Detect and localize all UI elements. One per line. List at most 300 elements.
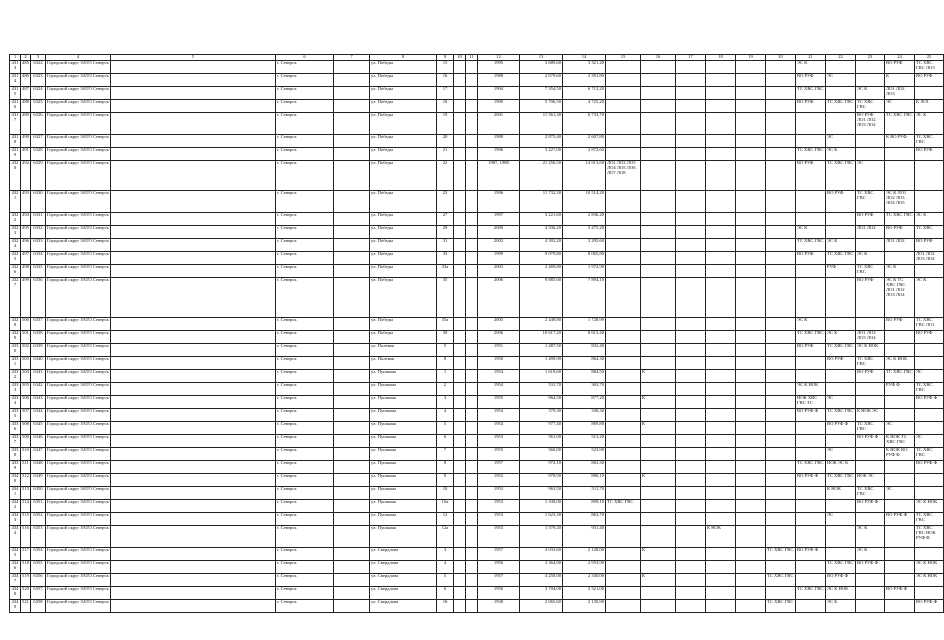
table-cell: ул. Победы	[370, 191, 437, 213]
table-cell	[736, 409, 766, 422]
table-cell: ТС ХВС ГВС	[885, 370, 915, 383]
table-cell: К	[641, 370, 676, 383]
table-cell	[676, 331, 706, 344]
table-cell: 330,30	[563, 409, 606, 422]
table-cell: г. Северск	[276, 600, 334, 613]
table-cell	[915, 344, 944, 357]
table-cell	[334, 448, 370, 461]
table-cell	[796, 435, 826, 448]
table-cell: г. Северск	[276, 448, 334, 461]
table-cell: 23	[437, 191, 454, 213]
table-cell	[641, 500, 676, 513]
table-cell: 884,50	[563, 370, 606, 383]
table-cell: ул. Победы	[370, 87, 437, 100]
table-cell: 4327	[10, 278, 21, 318]
table-cell: ВО РУФ Ф	[796, 409, 826, 422]
table-cell: 1953	[478, 435, 520, 448]
table-cell: 4336	[10, 422, 21, 435]
table-row	[10, 61, 944, 74]
table-cell	[736, 161, 766, 191]
table-cell: 5	[437, 344, 454, 357]
table-cell: 1956	[478, 587, 520, 600]
table-cell	[915, 191, 944, 213]
table-cell: 6358	[31, 600, 46, 613]
table-cell: 12	[437, 513, 454, 526]
table-cell: 22	[437, 161, 454, 191]
table-cell: 3 475,20	[563, 226, 606, 239]
table-cell: ЭС К	[915, 278, 944, 318]
table-cell: 509	[21, 435, 31, 448]
table-cell: 4316	[10, 100, 21, 113]
table-cell	[111, 74, 276, 87]
table-cell	[454, 265, 466, 278]
table-cell: ул. Пушкина	[370, 474, 437, 487]
table-cell	[111, 226, 276, 239]
table-cell	[796, 357, 826, 370]
table-cell: ТС ХВС ГВС	[796, 331, 826, 344]
table-cell: 16	[437, 74, 454, 87]
table-cell: г. Северск	[276, 396, 334, 409]
table-cell	[111, 448, 276, 461]
table-cell: 1956	[478, 561, 520, 574]
table-cell	[111, 100, 276, 113]
table-cell: 2	[437, 383, 454, 396]
table-cell	[111, 318, 276, 331]
table-cell: ул. Свердлова	[370, 548, 437, 561]
table-cell	[466, 561, 478, 574]
table-cell: ул. Победы	[370, 239, 437, 252]
table-cell: 1 499,90	[520, 357, 563, 370]
table-cell	[641, 100, 676, 113]
table-cell	[706, 357, 736, 370]
table-cell: 1997	[478, 213, 520, 226]
table-cell: г. Северск	[276, 100, 334, 113]
table-cell	[466, 148, 478, 161]
table-cell: Городской округ ЗАТО Северск	[46, 409, 111, 422]
table-cell: 6330	[31, 191, 46, 213]
table-cell: 4333	[10, 383, 21, 396]
table-cell	[111, 135, 276, 148]
table-cell: 497	[21, 252, 31, 265]
table-row	[10, 435, 944, 448]
table-cell: ЭС К ЛО1 ЛО2 ЛО3 ЛО4 ЛО5	[885, 191, 915, 213]
table-cell: ЭС	[915, 435, 944, 448]
table-cell: 489	[21, 113, 31, 135]
table-cell: 6327	[31, 135, 46, 148]
table-cell: К	[641, 474, 676, 487]
table-cell: ТС ХВС ГВС	[856, 100, 885, 113]
table-row	[10, 278, 944, 318]
table-cell: 21	[437, 148, 454, 161]
table-cell: 1954	[478, 422, 520, 435]
table-cell	[706, 331, 736, 344]
table-cell: г. Северск	[276, 331, 334, 344]
table-cell	[766, 331, 796, 344]
table-cell	[606, 357, 641, 370]
table-cell: ЭС К НОК	[885, 357, 915, 370]
table-cell	[766, 239, 796, 252]
table-cell: 507	[21, 409, 31, 422]
table-cell	[454, 409, 466, 422]
table-cell	[706, 239, 736, 252]
table-cell	[766, 61, 796, 74]
table-cell	[766, 513, 796, 526]
table-cell: 6342	[31, 383, 46, 396]
table-cell: К НОК ЭС	[856, 409, 885, 422]
table-cell	[915, 474, 944, 487]
table-cell	[676, 409, 706, 422]
table-cell	[915, 587, 944, 600]
table-cell: 518	[21, 561, 31, 574]
table-cell	[736, 561, 766, 574]
table-cell: 496	[21, 239, 31, 252]
table-row	[10, 213, 944, 226]
table-cell	[676, 435, 706, 448]
table-cell	[111, 191, 276, 213]
table-cell	[706, 344, 736, 357]
table-cell: ул. Пушкина	[370, 500, 437, 513]
table-cell	[334, 396, 370, 409]
table-cell: ВО РУФ Ф	[826, 574, 856, 587]
table-cell: г. Северск	[276, 474, 334, 487]
table-cell: К	[885, 74, 915, 87]
table-cell	[111, 265, 276, 278]
table-cell: 2 872,60	[563, 148, 606, 161]
table-cell	[111, 513, 276, 526]
table-cell: г. Северск	[276, 191, 334, 213]
table-cell	[706, 318, 736, 331]
table-cell: 1 619,60	[520, 370, 563, 383]
column-header: 23	[856, 55, 885, 61]
table-cell	[641, 487, 676, 500]
table-cell	[736, 474, 766, 487]
table-cell: г. Северск	[276, 161, 334, 191]
table-cell: 4328	[10, 318, 21, 331]
table-cell	[334, 357, 370, 370]
table-cell	[676, 148, 706, 161]
table-cell: Городской округ ЗАТО Северск	[46, 600, 111, 613]
table-cell: 4340	[10, 474, 21, 487]
table-cell: 8 065,80	[563, 252, 606, 265]
table-cell: РУФ Ф	[885, 383, 915, 396]
table-cell: 2 130,90	[563, 600, 606, 613]
table-cell: Городской округ ЗАТО Северск	[46, 318, 111, 331]
table-row	[10, 135, 944, 148]
table-cell: 1996	[478, 191, 520, 213]
table-cell: 519	[21, 574, 31, 587]
table-cell: г. Северск	[276, 357, 334, 370]
table-cell	[766, 113, 796, 135]
table-cell	[706, 409, 736, 422]
table-cell	[466, 600, 478, 613]
table-cell	[736, 383, 766, 396]
table-cell: 6331	[31, 213, 46, 226]
table-cell: 4317	[10, 113, 21, 135]
table-cell: 4338	[10, 448, 21, 461]
table-cell	[606, 344, 641, 357]
column-header: 22	[826, 55, 856, 61]
table-cell	[885, 331, 915, 344]
table-cell	[641, 331, 676, 344]
table-cell: г. Северск	[276, 500, 334, 513]
table-cell: 4344	[10, 526, 21, 548]
table-cell: ТС ХВС ГВС	[796, 87, 826, 100]
table-cell: К	[641, 548, 676, 561]
table-cell: 964,50	[520, 396, 563, 409]
table-cell: 2000	[478, 226, 520, 239]
table-cell	[856, 61, 885, 74]
table-cell	[334, 191, 370, 213]
table-cell	[796, 422, 826, 435]
table-row	[10, 148, 944, 161]
table-cell: ТС ХВС ГВС	[915, 135, 944, 148]
table-cell: Городской округ ЗАТО Северск	[46, 500, 111, 513]
table-cell: Городской округ ЗАТО Северск	[46, 135, 111, 148]
table-cell	[676, 600, 706, 613]
table-cell: ул. Полевая	[370, 357, 437, 370]
table-cell: 4342	[10, 500, 21, 513]
table-cell	[676, 513, 706, 526]
table-cell: 2 679,60	[520, 74, 563, 87]
table-cell: 4319	[10, 148, 21, 161]
table-cell	[736, 574, 766, 587]
table-cell: ВО РУФ	[856, 370, 885, 383]
table-cell	[915, 548, 944, 561]
table-cell	[466, 574, 478, 587]
table-cell: ВО РУФ	[856, 278, 885, 318]
table-cell	[641, 191, 676, 213]
table-row	[10, 252, 944, 265]
table-cell: 12а	[437, 526, 454, 548]
table-cell	[676, 252, 706, 265]
table-cell: 488	[21, 100, 31, 113]
table-cell	[856, 135, 885, 148]
table-cell	[111, 435, 276, 448]
table-cell	[676, 344, 706, 357]
table-cell: 520	[21, 587, 31, 600]
table-cell	[334, 344, 370, 357]
table-cell	[885, 561, 915, 574]
table-cell	[454, 113, 466, 135]
table-cell	[736, 422, 766, 435]
table-cell: ул. Победы	[370, 100, 437, 113]
table-cell: г. Северск	[276, 435, 334, 448]
table-cell	[606, 383, 641, 396]
table-cell	[334, 422, 370, 435]
table-cell	[885, 461, 915, 474]
table-cell: 1954	[478, 409, 520, 422]
table-cell	[111, 409, 276, 422]
table-cell	[706, 265, 736, 278]
table-cell: ТС ХВС ГВС	[826, 474, 856, 487]
table-cell: 16	[437, 600, 454, 613]
table-cell	[466, 252, 478, 265]
table-cell: ул. Победы	[370, 161, 437, 191]
table-cell: Городской округ ЗАТО Северск	[46, 113, 111, 135]
table-cell: К	[641, 396, 676, 409]
table-cell: 880,10	[563, 474, 606, 487]
table-cell: г. Северск	[276, 561, 334, 574]
table-cell: 1953	[478, 500, 520, 513]
table-cell	[111, 396, 276, 409]
table-cell: Городской округ ЗАТО Северск	[46, 87, 111, 100]
table-cell: г. Северск	[276, 135, 334, 148]
table-row	[10, 239, 944, 252]
table-cell	[454, 461, 466, 474]
table-cell	[736, 548, 766, 561]
table-cell	[454, 239, 466, 252]
table-cell	[856, 513, 885, 526]
table-cell	[826, 278, 856, 318]
table-cell	[454, 318, 466, 331]
table-cell	[606, 278, 641, 318]
table-cell	[885, 148, 915, 161]
table-cell: 502	[21, 344, 31, 357]
table-row	[10, 561, 944, 574]
table-cell	[454, 135, 466, 148]
column-header: 4	[46, 55, 111, 61]
table-cell: 5	[437, 422, 454, 435]
table-cell	[736, 239, 766, 252]
table-cell	[736, 487, 766, 500]
table-cell	[111, 344, 276, 357]
table-cell	[796, 265, 826, 278]
table-cell: 6	[437, 587, 454, 600]
table-cell: 1 623,30	[520, 513, 563, 526]
table-cell	[766, 87, 796, 100]
table-cell	[334, 161, 370, 191]
table-cell: 513,20	[563, 435, 606, 448]
table-cell	[676, 135, 706, 148]
table-cell	[766, 318, 796, 331]
table-cell	[706, 213, 736, 226]
column-header: 20	[766, 55, 796, 61]
table-cell	[111, 487, 276, 500]
table-cell	[334, 561, 370, 574]
table-row	[10, 548, 944, 561]
table-cell	[606, 252, 641, 265]
table-cell: ул. Победы	[370, 213, 437, 226]
table-cell	[641, 318, 676, 331]
table-cell	[454, 487, 466, 500]
table-cell	[796, 135, 826, 148]
table-cell	[334, 600, 370, 613]
table-cell: Городской округ ЗАТО Северск	[46, 191, 111, 213]
table-cell: ул. Победы	[370, 148, 437, 161]
table-cell	[454, 357, 466, 370]
table-cell	[111, 500, 276, 513]
table-cell	[466, 265, 478, 278]
table-cell: 14 913,60	[563, 161, 606, 191]
table-cell: г. Северск	[276, 383, 334, 396]
table-cell	[766, 148, 796, 161]
table-cell	[641, 435, 676, 448]
table-cell: 511,70	[563, 487, 606, 500]
table-row	[10, 265, 944, 278]
table-cell: ЭС	[826, 135, 856, 148]
table-cell: ул. Победы	[370, 252, 437, 265]
table-cell: 2 953,90	[563, 561, 606, 574]
table-cell: 511	[21, 461, 31, 474]
table-cell	[641, 526, 676, 548]
column-header: 21	[796, 55, 826, 61]
table-cell: ВО РУФ Ф	[796, 474, 826, 487]
table-cell: 6328	[31, 148, 46, 161]
table-cell	[856, 74, 885, 87]
table-cell	[466, 435, 478, 448]
table-cell	[334, 87, 370, 100]
table-cell: 7 354,50	[520, 87, 563, 100]
table-row	[10, 161, 944, 191]
table-cell	[454, 548, 466, 561]
table-cell: Городской округ ЗАТО Северск	[46, 587, 111, 600]
table-cell	[111, 587, 276, 600]
table-cell: ЭС	[856, 161, 885, 191]
table-cell: 863,70	[563, 513, 606, 526]
table-cell	[111, 87, 276, 100]
table-cell	[676, 61, 706, 74]
table-cell: 6351	[31, 500, 46, 513]
table-cell: ТС ХВС ГВС	[885, 113, 915, 135]
register-table	[9, 54, 944, 613]
table-cell: 513	[21, 487, 31, 500]
table-cell: 494	[21, 213, 31, 226]
table-cell	[466, 448, 478, 461]
table-cell: Городской округ ЗАТО Северск	[46, 461, 111, 474]
table-row	[10, 422, 944, 435]
table-cell: ВО РУФ	[885, 226, 915, 239]
table-cell	[856, 239, 885, 252]
table-cell	[796, 448, 826, 461]
table-cell	[796, 561, 826, 574]
table-cell	[606, 548, 641, 561]
table-cell	[466, 461, 478, 474]
table-cell: 3 689,60	[520, 61, 563, 74]
table-cell	[334, 113, 370, 135]
table-cell	[334, 500, 370, 513]
table-cell	[766, 409, 796, 422]
table-cell: 501	[21, 331, 31, 344]
table-cell	[706, 513, 736, 526]
table-cell	[334, 252, 370, 265]
table-cell: 39	[437, 331, 454, 344]
column-header: 25	[915, 55, 944, 61]
table-cell: 4321	[10, 191, 21, 213]
table-cell: 516	[21, 526, 31, 548]
table-cell: 8	[437, 461, 454, 474]
table-cell: ВО РУФ Ф	[856, 435, 885, 448]
table-cell: Городской округ ЗАТО Северск	[46, 422, 111, 435]
table-cell	[641, 161, 676, 191]
table-cell	[676, 383, 706, 396]
table-cell: г. Северск	[276, 409, 334, 422]
table-cell	[454, 161, 466, 191]
table-cell: Городской округ ЗАТО Северск	[46, 239, 111, 252]
table-cell	[826, 213, 856, 226]
table-cell	[111, 113, 276, 135]
table-cell: 4335	[10, 409, 21, 422]
table-cell	[606, 600, 641, 613]
column-header: 11	[466, 55, 478, 61]
table-cell: 1953	[478, 513, 520, 526]
table-cell: ТС ХВС ГВС	[766, 548, 796, 561]
table-cell: ЭС К НОК	[915, 561, 944, 574]
table-cell	[706, 422, 736, 435]
table-cell: ул. Победы	[370, 74, 437, 87]
table-cell: г. Северск	[276, 278, 334, 318]
table-cell: ВО РУФ	[915, 148, 944, 161]
table-cell: ЛО1 ЛО2	[856, 226, 885, 239]
